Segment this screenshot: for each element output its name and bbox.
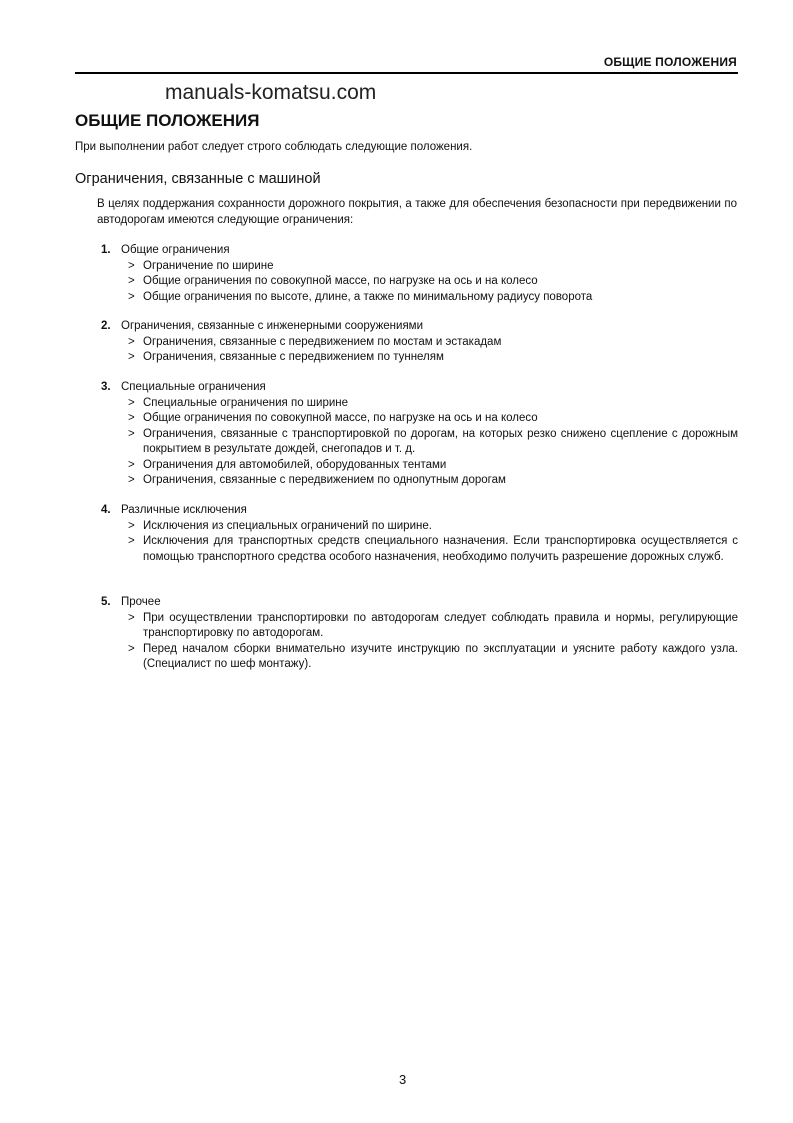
- section-number: 3.: [101, 381, 111, 393]
- bullet-marker: >: [128, 458, 135, 471]
- section-number: 4.: [101, 504, 111, 516]
- subheading: Ограничения, связанные с машиной: [75, 171, 321, 187]
- list-section: [101, 243, 738, 305]
- list-item-text: Общие ограничения по совокупной массе, по нагрузке на ось и на колесо: [143, 412, 538, 424]
- list-item-text: Исключения для транспортных средств специального назначения. Если транспортировка осуществляется с помощью транспортного средства особого назначения, необходимо получить разрешение дорожных служб.: [143, 535, 738, 563]
- list-item: [128, 473, 738, 489]
- section-label: Прочее: [121, 596, 161, 608]
- bullet-marker: >: [128, 611, 135, 624]
- list-item: [128, 519, 738, 535]
- list-section: [101, 319, 738, 366]
- list-item-text: Исключения из специальных ограничений по ширине.: [143, 519, 432, 532]
- list-item: [128, 411, 738, 427]
- list-section: [101, 380, 738, 489]
- section-number: 2.: [101, 320, 111, 332]
- list-item: [128, 534, 738, 565]
- bullet-marker: >: [128, 396, 135, 409]
- paragraph: В целях поддержания сохранности дорожного покрытия, а также для обеспечения безопасности при передвижении по автодорогам имеются следующие ограничения:: [97, 198, 737, 226]
- section-label: Различные исключения: [121, 504, 247, 516]
- list-item: [128, 642, 738, 673]
- bullet-marker: >: [128, 474, 135, 486]
- section-heading: [101, 595, 738, 611]
- list-item-text: Ограничения, связанные с передвижением по мостам и эстакадам: [143, 335, 502, 348]
- list-item: [128, 396, 738, 412]
- bullet-marker: >: [128, 351, 135, 363]
- list-item-text: Ограничение по ширине: [143, 259, 274, 272]
- list-item: [128, 458, 738, 474]
- section-label: Общие ограничения: [121, 244, 230, 256]
- section-heading: [101, 380, 738, 396]
- list-item-text: Общие ограничения по совокупной массе, по нагрузке на ось и на колесо: [143, 275, 538, 287]
- bullet-marker: >: [128, 427, 135, 440]
- list-section: [101, 595, 738, 673]
- section-label: Специальные ограничения: [121, 381, 266, 393]
- running-header: ОБЩИЕ ПОЛОЖЕНИЯ: [603, 55, 737, 69]
- list-item: [128, 274, 738, 290]
- sub-list: [101, 335, 738, 366]
- list-item-text: Общие ограничения по высоте, длине, а также по минимальному радиусу поворота: [143, 290, 593, 303]
- list-item-text: Перед началом сборки внимательно изучите инструкцию по эксплуатации и уясните работу каждого узла. (Специалист по шеф монтажу).: [143, 642, 738, 670]
- section-heading: [101, 503, 738, 519]
- section-number: 5.: [101, 596, 111, 608]
- list-item: [128, 611, 738, 642]
- list-item-text: При осуществлении транспортировки по автодорогам следует соблюдать правила и нормы, регулирующие транспортировку по автодорогам.: [143, 611, 738, 639]
- bullet-marker: >: [128, 259, 135, 272]
- bullet-marker: >: [128, 275, 135, 287]
- list-item: [128, 335, 738, 351]
- list-section: [101, 503, 738, 565]
- list-item-text: Ограничения, связанные с транспортировкой по дорогам, на которых резко снижено сцепление с дорожным покрытием в результате дождей, снегопадов и т. д.: [143, 427, 738, 455]
- list-item: [128, 427, 738, 458]
- bullet-marker: >: [128, 290, 135, 303]
- section-heading: [101, 319, 738, 335]
- bullet-marker: >: [128, 335, 135, 348]
- bullet-marker: >: [128, 519, 135, 532]
- section-number: 1.: [101, 244, 111, 256]
- watermark: manuals-komatsu.com: [165, 81, 377, 104]
- page-title: ОБЩИЕ ПОЛОЖЕНИЯ: [75, 111, 260, 130]
- bullet-marker: >: [128, 642, 135, 655]
- sub-list: [101, 396, 738, 489]
- header-rule: [75, 72, 738, 74]
- list-item: [128, 350, 738, 366]
- bullet-marker: >: [128, 412, 135, 424]
- sub-list: [101, 611, 738, 673]
- list-item-text: Ограничения, связанные с передвижением по однопутным дорогам: [143, 474, 506, 486]
- sub-list: [101, 259, 738, 306]
- intro-text: При выполнении работ следует строго соблюдать следующие положения.: [75, 141, 473, 153]
- section-heading: [101, 243, 738, 259]
- list-item: [128, 259, 738, 275]
- list-item-text: Специальные ограничения по ширине: [143, 396, 349, 409]
- list-item-text: Ограничения, связанные с передвижением по туннелям: [143, 351, 444, 363]
- list-item: [128, 290, 738, 306]
- page-number: 3: [399, 1072, 407, 1087]
- list-item-text: Ограничения для автомобилей, оборудованных тентами: [143, 458, 447, 471]
- sub-list: [101, 519, 738, 566]
- section-label: Ограничения, связанные с инженерными сооружениями: [121, 320, 423, 332]
- bullet-marker: >: [128, 535, 135, 547]
